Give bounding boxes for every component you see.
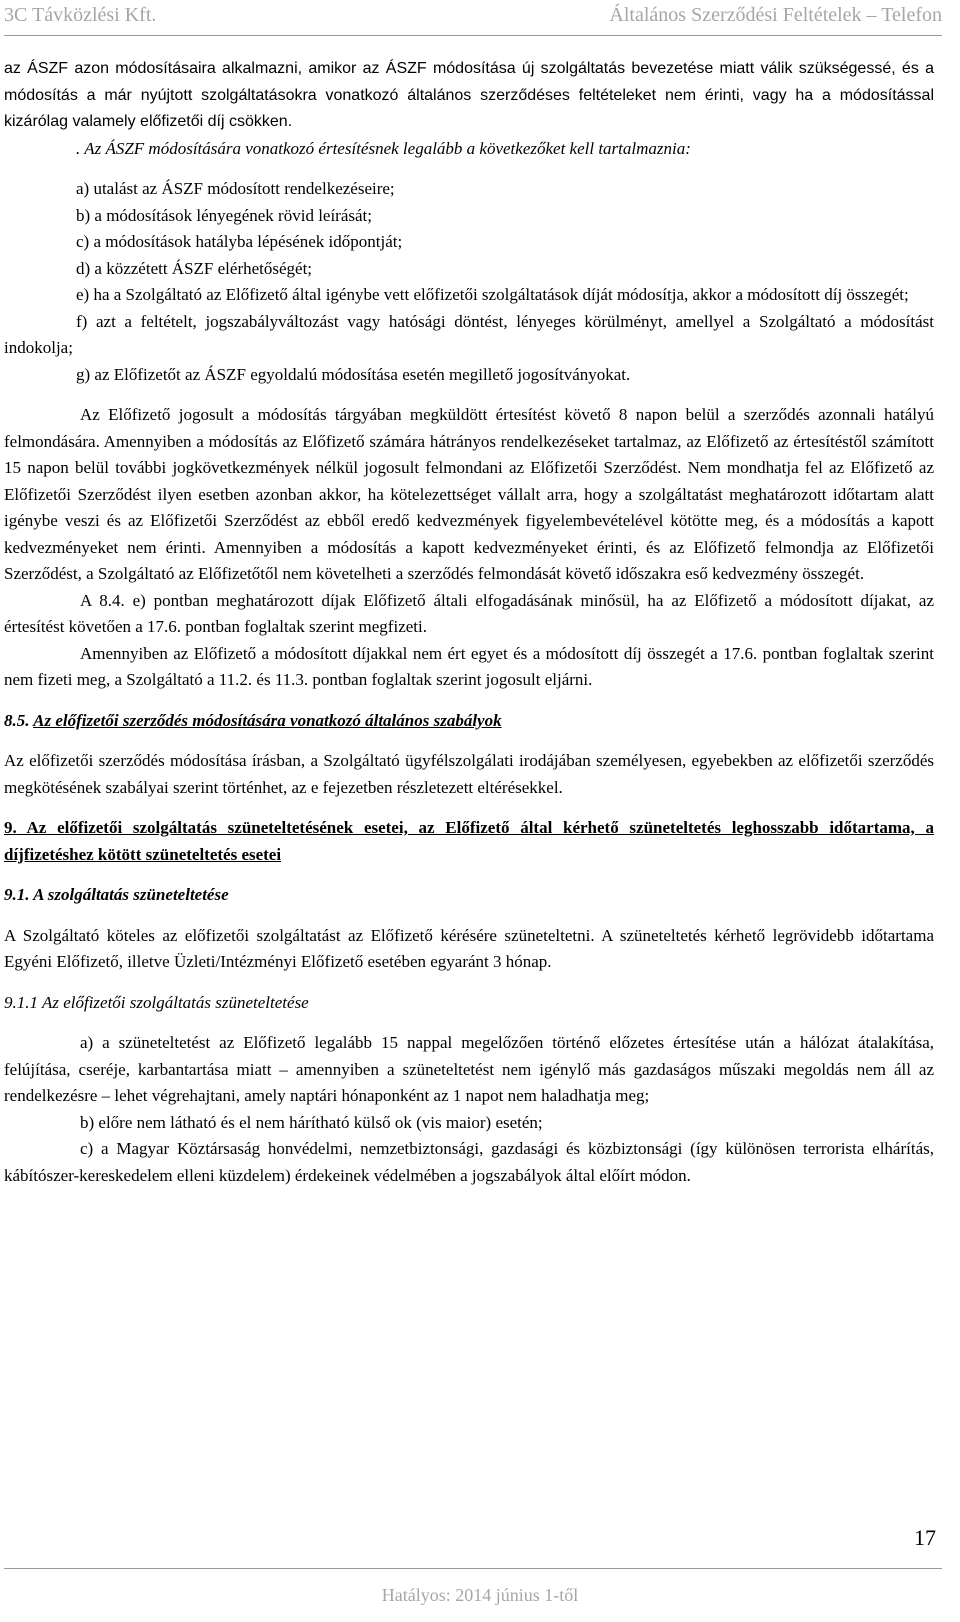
notice-list <box>4 176 934 388</box>
list-item: e) ha a Szolgáltató az Előfizető által igénybe vett előfizetői szolgáltatások díját módosítja, akkor a módosított díj összegét; <box>76 285 909 304</box>
list-item: a) utalást az ÁSZF módosított rendelkezéseire; <box>76 179 395 198</box>
list-item: a) a szüneteltetést az Előfizető legalább 15 nappal megelőzően történő előzetes értesítése után a hálózat átalakítása, felújítása, cseréje, karbantartása miatt – amennyiben a szüneteltetést nem igénylő más gazdaságos műszaki megoldás nem áll az rendelkezésre – lehet végrehajtani, amely naptári hónaponként az 1 napot nem haladhatja meg; <box>4 1033 934 1105</box>
page-footer: Hatályos: 2014 június 1-től <box>381 1585 579 1605</box>
header-doc-title: Általános Szerződési Feltételek – Telefon <box>609 4 942 26</box>
section-9-1-heading: 9.1. A szolgáltatás szüneteltetése <box>4 885 229 904</box>
intro-paragraph: az ÁSZF azon módosításaira alkalmazni, amikor az ÁSZF módosítása új szolgáltatás bevezetése miatt válik szükségessé, és a módosítás a már nyújtott szolgáltatásokra vonatkozó általános szerződéses feltételeket nem érinti, vagy ha a módosítással kizárólag valamely előfizetői díj csökken. <box>4 60 934 130</box>
footer-divider <box>4 1568 942 1569</box>
section-8-5-heading: 8.5. Az előfizetői szerződés módosítására vonatkozó általános szabályok <box>4 710 502 730</box>
header-company: 3C Távközlési Kft. <box>4 4 157 26</box>
list-item: b) előre nem látható és el nem hárítható külső ok (vis maior) esetén; <box>80 1112 543 1132</box>
list-item: c) a módosítások hatályba lépésének időpontját; <box>76 232 403 251</box>
section-8-5-text: Az előfizetői szerződés módosítása írásban, a Szolgáltató ügyfélszolgálati irodájában személyesen, egyebekben az előfizetői szerződés megkötésének szabályai szerint történhet, az e fejezetben részletezett eltérésekkel. <box>4 751 934 797</box>
termination-paragraph: Az Előfizető jogosult a módosítás tárgyában megküldött értesítést követő 8 napon belül a szerződés azonnali hatályú felmondására. Amennyiben a módosítás az Előfizető számára hátrányos rendelkezéseket tartalmaz, az Előfizető az értesítéstől számított 15 napon belül további jogkövetkezmények nélkül jogosult felmondani az Előfizetői Szerződést. Nem mondhatja fel az Előfizető az Előfizetői Szerződést ilyen esetben azonban akkor, ha kötelezettséget vállalt arra, hogy a szolgáltatást meghatározott időtartam alatt igénybe veszi és az Előfizetői Szerződést az ebből eredő kedvezmények figyelembevételével kötötte meg, és a módosítás a kapott kedvezményeket nem érinti. Amennyiben a módosítás a kapott kedvezményeket érinti, és az Előfizető felmondja az Előfizetői Szerződést, a Szolgáltató az Előfizetőtől nem követelheti a szerződés felmondását követő időszakra eső kedvezmény összegét. <box>4 405 934 583</box>
list-item: g) az Előfizetőt az ÁSZF egyoldalú módosítása esetén megillető jogosítványokat. <box>76 364 631 384</box>
section-9-heading: 9. Az előfizetői szolgáltatás szüneteltetésének esetei, az Előfizető által kérhető szüneteltetés leghosszabb időtartama, a díjfizetéshez kötött szüneteltetés esetei <box>4 818 934 864</box>
page-content <box>4 56 934 1189</box>
stray-dot: . <box>76 138 81 158</box>
list-item: b) a módosítások lényegének rövid leírását; <box>76 205 372 225</box>
page-header <box>4 4 942 34</box>
list-item: c) a Magyar Köztársaság honvédelmi, nemzetbiztonsági, gazdasági és közbiztonsági (így különösen terrorista elhárítás, kábítószer-kereskedelem elleni küzdelem) érdekeinek védelmében a jogszabályok által előírt módon. <box>4 1139 934 1185</box>
acceptance-paragraph: A 8.4. e) pontban meghatározott díjak Előfizető általi elfogadásának minősül, ha az Előfizető a módosított díjakat, az értesítést követően a 17.6. pontban foglaltak szerint megfizeti. <box>4 590 934 636</box>
section-9-1-1-heading: 9.1.1 Az előfizetői szolgáltatás szüneteltetése <box>4 992 309 1012</box>
page-number: 17 <box>914 1525 936 1550</box>
list-item: d) a közzétett ÁSZF elérhetőségét; <box>76 258 313 278</box>
nonpayment-paragraph: Amennyiben az Előfizető a módosított díjakkal nem ért egyet és a módosított díj összegét a 17.6. pontban foglaltak szerint nem fizeti meg, a Szolgáltató a 11.2. és 11.3. pontban foglaltak szerint jogosult eljárni. <box>4 643 934 689</box>
list-item: f) azt a feltételt, jogszabályváltozást vagy hatósági döntést, lényeges körülményt, amellyel a Szolgáltató a módosítást indokolja; <box>4 311 934 357</box>
section-9-1-text: A Szolgáltató köteles az előfizetői szolgáltatást az Előfizető kérésére szüneteltetni. A szüneteltetés kérhető legrövidebb időtartama Egyéni Előfizető, illetve Üzleti/Intézményi Előfizető esetében egyaránt 3 hónap. <box>4 925 934 971</box>
notice-heading: . Az ÁSZF módosítására vonatkozó értesítésnek legalább a következőket kell tartalmaznia: <box>76 138 691 158</box>
header-divider <box>4 35 942 36</box>
